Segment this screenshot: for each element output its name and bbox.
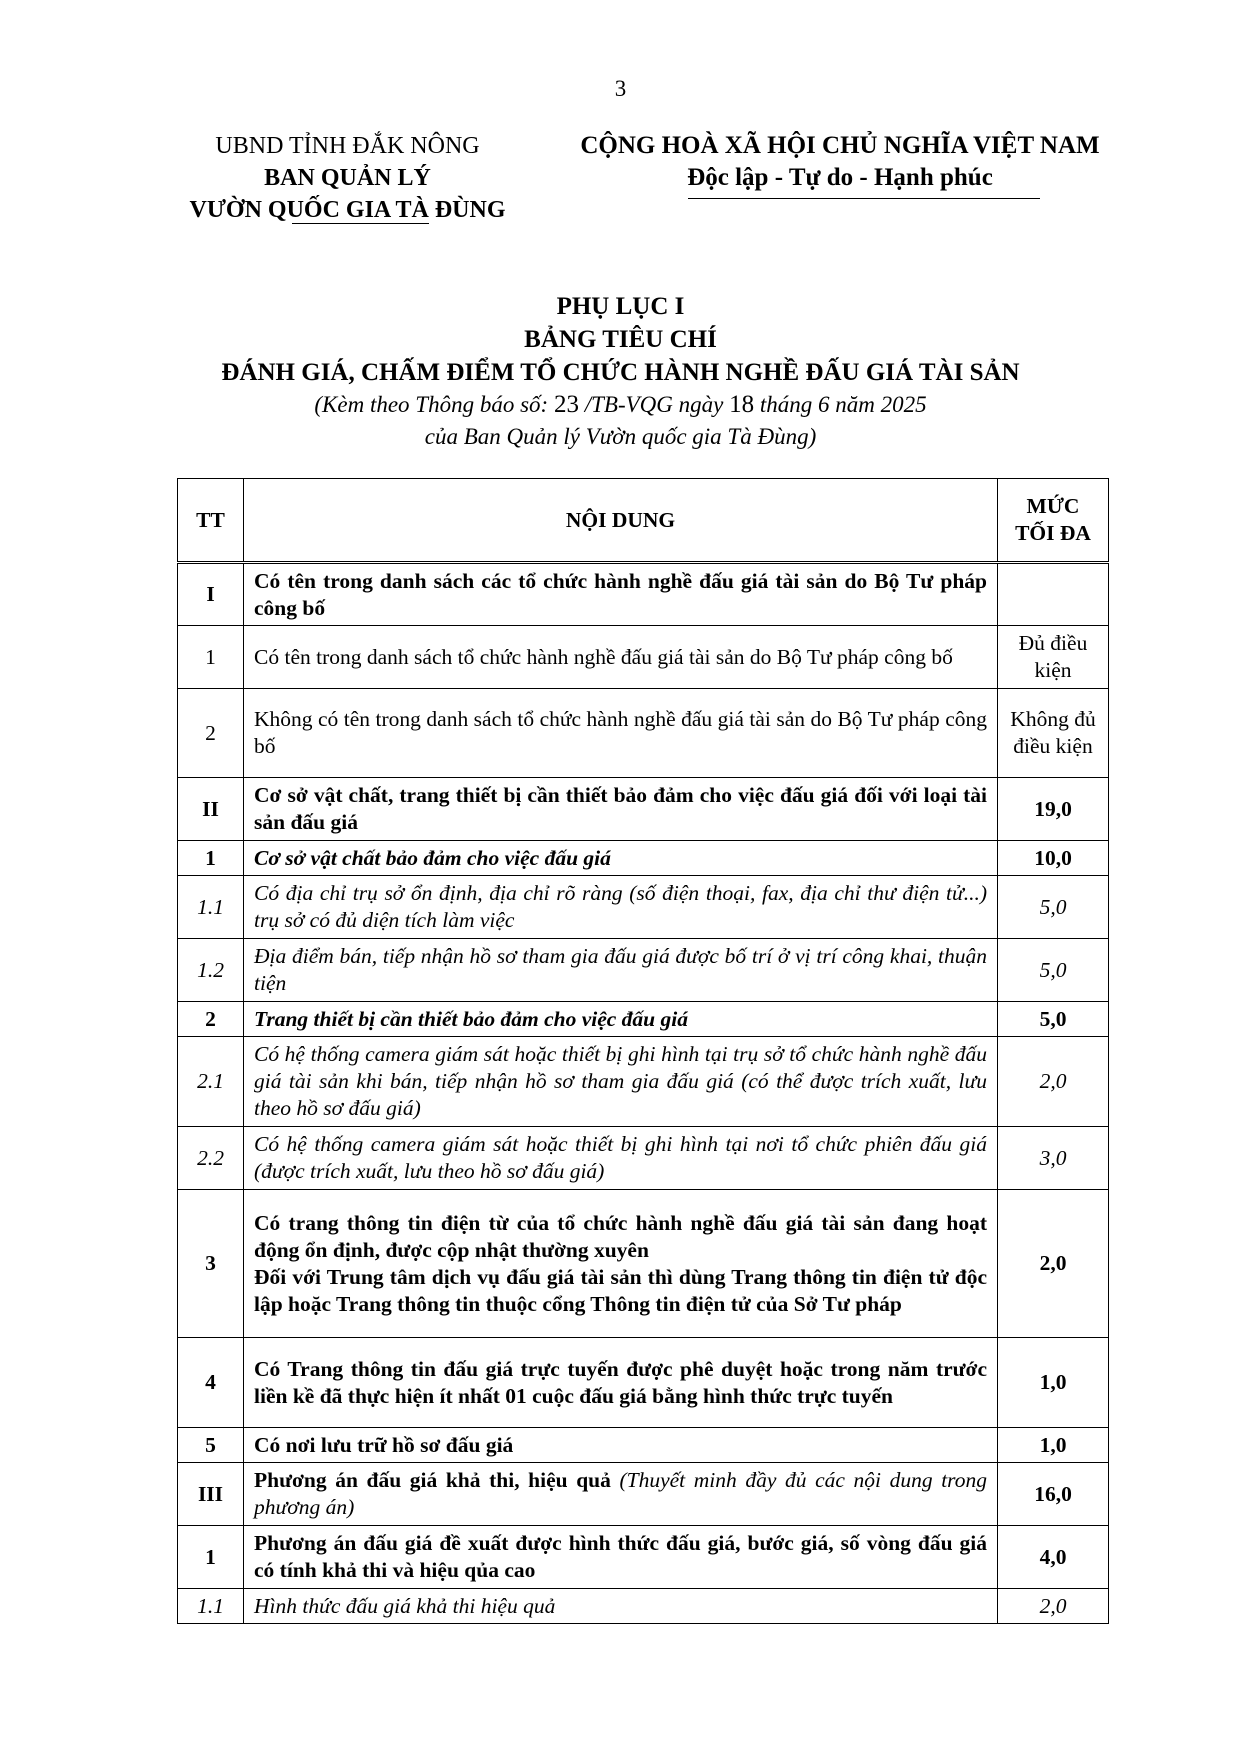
row-score	[998, 563, 1109, 626]
notice-issuer: của Ban Quản lý Vườn quốc gia Tà Đùng)	[424, 424, 817, 449]
notice-prefix: (Kèm theo Thông báo số:	[314, 392, 549, 417]
table-row	[178, 563, 1109, 626]
row-content-main: Có trang thông tin điện từ của tổ chức hành nghề đấu giá tài sản đang hoạt động ổn định, được cộp nhật thường xuyên	[254, 1210, 987, 1262]
row-tt: 5	[178, 1428, 244, 1463]
table-row	[178, 841, 1109, 876]
notice-suffix: tháng 6 năm 2025	[759, 392, 927, 417]
notice-mid: /TB-VQG ngày	[584, 392, 724, 417]
appendix-title: PHỤ LỤC I	[556, 293, 685, 320]
national-park-name: VƯỜN QUỐC GIA TÀ ĐÙNG	[189, 197, 506, 223]
table-row	[178, 1190, 1109, 1338]
motto: Độc lập - Tự do - Hạnh phúc	[687, 164, 993, 191]
row-score: 5,0	[998, 876, 1109, 939]
row-score: Đủ điều kiện	[998, 626, 1109, 689]
row-tt: 1	[178, 1526, 244, 1589]
header-tt: TT	[178, 479, 244, 563]
agency-underline	[292, 223, 429, 224]
row-content: Có nơi lưu trữ hồ sơ đấu giá	[244, 1428, 998, 1463]
table-row	[178, 626, 1109, 689]
table-row	[178, 1428, 1109, 1463]
management-board: BAN QUẢN LÝ	[264, 165, 431, 191]
header-max-score-l2: TỐI ĐA	[1015, 521, 1091, 545]
row-content-italic: (Thuyết minh đầy đủ các nội dung trong phương án)	[254, 1468, 987, 1519]
table-header-row	[178, 479, 1109, 563]
row-content: Có địa chỉ trụ sở ổn định, địa chỉ rõ ràng (số điện thoại, fax, địa chỉ thư điện tử...) trụ sở có đủ diện tích làm việc	[244, 876, 998, 939]
table-row	[178, 1002, 1109, 1037]
row-content: Không có tên trong danh sách tổ chức hành nghề đấu giá tài sản do Bộ Tư pháp công bố	[244, 689, 998, 778]
row-tt: 4	[178, 1338, 244, 1428]
document-title	[0, 290, 1241, 453]
notice-reference	[0, 389, 1241, 421]
row-content: Có tên trong danh sách tổ chức hành nghề đấu giá tài sản do Bộ Tư pháp công bố	[244, 626, 998, 689]
row-content: Địa điểm bán, tiếp nhận hồ sơ tham gia đấu giá được bố trí ở vị trí công khai, thuận tiện	[244, 939, 998, 1002]
table-row	[178, 1463, 1109, 1526]
row-score: Không đủ điều kiện	[998, 689, 1109, 778]
row-content: Phương án đấu giá đề xuất được hình thức đấu giá, bước giá, số vòng đấu giá có tính khả thi và hiệu qủa cao	[244, 1526, 998, 1589]
row-score: 2,0	[998, 1589, 1109, 1624]
row-content: Có hệ thống camera giám sát hoặc thiết bị ghi hình tại nơi tổ chức phiên đấu giá (được trích xuất, lưu theo hồ sơ đấu giá)	[244, 1127, 998, 1190]
notice-number: 23	[553, 391, 579, 418]
table-row	[178, 778, 1109, 841]
row-content	[244, 1463, 998, 1526]
row-tt: 1.1	[178, 1589, 244, 1624]
table-row	[178, 1127, 1109, 1190]
row-content: Trang thiết bị cần thiết bảo đảm cho việc đấu giá	[244, 1002, 998, 1037]
table-row	[178, 1338, 1109, 1428]
province-committee: UBND TỈNH ĐẮK NÔNG	[215, 133, 480, 159]
motto-underline	[688, 198, 1040, 199]
country-name: CỘNG HOÀ XÃ HỘI CHỦ NGHĨA VIỆT NAM	[580, 132, 1100, 159]
row-content-bold: Phương án đấu giá khả thi, hiệu quả	[254, 1468, 611, 1492]
row-score: 4,0	[998, 1526, 1109, 1589]
header-max-score-l1: MỨC	[1026, 494, 1080, 518]
row-content: Có tên trong danh sách các tổ chức hành nghề đấu giá tài sản do Bộ Tư pháp công bố	[244, 563, 998, 626]
row-content: Có hệ thống camera giám sát hoặc thiết bị ghi hình tại trụ sở tổ chức hành nghề đấu giá tài sản khi bán, tiếp nhận hồ sơ tham gia đấu giá (có thể được trích xuất, lưu theo hồ sơ đấu giá)	[244, 1037, 998, 1127]
row-tt: 1.1	[178, 876, 244, 939]
row-tt: III	[178, 1463, 244, 1526]
row-score: 3,0	[998, 1127, 1109, 1190]
national-motto-block	[560, 130, 1120, 194]
row-tt: 1.2	[178, 939, 244, 1002]
row-content	[244, 1190, 998, 1338]
page-number: 3	[614, 76, 627, 101]
table-row	[178, 1526, 1109, 1589]
row-score: 1,0	[998, 1338, 1109, 1428]
table-title: BẢNG TIÊU CHÍ	[524, 326, 717, 353]
row-content-note: Đối với Trung tâm dịch vụ đấu giá tài sản thì dùng Trang thông tin điện tử độc lập hoặc Trang thông tin thuộc cổng Thông tin điện tử của Sở Tư pháp	[254, 1264, 987, 1316]
row-content: Hình thức đấu giá khả thi hiệu quả	[244, 1589, 998, 1624]
header-max-score	[998, 479, 1109, 563]
row-score: 5,0	[998, 1002, 1109, 1037]
header-content: NỘI DUNG	[244, 479, 998, 563]
table-row	[178, 1037, 1109, 1127]
table-row	[178, 939, 1109, 1002]
issuing-agency-block	[160, 130, 535, 226]
row-tt: 2.1	[178, 1037, 244, 1127]
row-tt: 3	[178, 1190, 244, 1338]
row-tt: 2.2	[178, 1127, 244, 1190]
row-tt: 1	[178, 626, 244, 689]
row-score: 2,0	[998, 1190, 1109, 1338]
row-content: Cơ sở vật chất, trang thiết bị cần thiết bảo đảm cho việc đấu giá đối với loại tài sản đấu giá	[244, 778, 998, 841]
row-content: Có Trang thông tin đấu giá trực tuyến được phê duyệt hoặc trong năm trước liền kề đã thực hiện ít nhất 01 cuộc đấu giá bằng hình thức trực tuyến	[244, 1338, 998, 1428]
row-content: Cơ sở vật chất bảo đảm cho việc đấu giá	[244, 841, 998, 876]
table-row	[178, 876, 1109, 939]
row-tt: 1	[178, 841, 244, 876]
row-tt: I	[178, 563, 244, 626]
row-score: 10,0	[998, 841, 1109, 876]
criteria-title: ĐÁNH GIÁ, CHẤM ĐIỂM TỔ CHỨC HÀNH NGHỀ ĐẤU GIÁ TÀI SẢN	[221, 359, 1020, 386]
row-score: 5,0	[998, 939, 1109, 1002]
row-tt: II	[178, 778, 244, 841]
row-tt: 2	[178, 1002, 244, 1037]
row-score: 16,0	[998, 1463, 1109, 1526]
notice-day: 18	[729, 391, 755, 418]
row-score: 1,0	[998, 1428, 1109, 1463]
row-score: 19,0	[998, 778, 1109, 841]
row-score: 2,0	[998, 1037, 1109, 1127]
row-tt: 2	[178, 689, 244, 778]
table-row	[178, 1589, 1109, 1624]
table-row	[178, 689, 1109, 778]
criteria-table	[177, 478, 1109, 1624]
